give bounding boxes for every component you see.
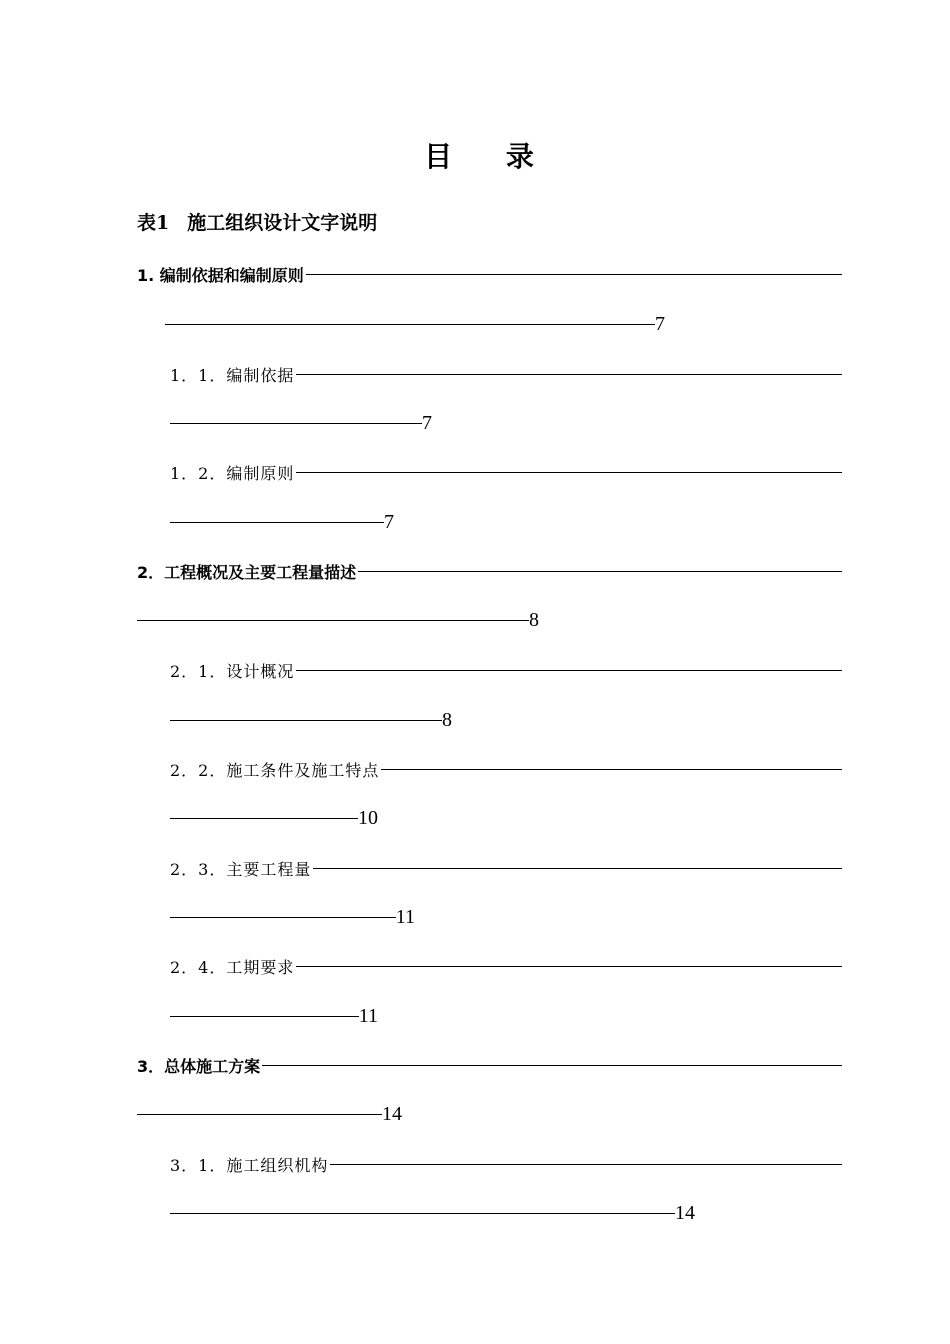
toc-leader (165, 324, 655, 325)
toc-entry-label: 1．2．编制原则 (170, 463, 295, 483)
toc-entry[interactable] (137, 1050, 842, 1080)
toc-page-number: 11 (358, 1004, 378, 1027)
toc-entry-label: 2．2．施工条件及施工特点 (170, 760, 380, 780)
toc-entry[interactable] (170, 1149, 842, 1179)
toc-entry-continuation (170, 902, 415, 932)
table-number: 表1 (137, 212, 170, 234)
toc-leader (137, 1114, 382, 1115)
toc-leader (170, 818, 358, 819)
toc-leader (296, 670, 842, 671)
toc-page-number: 11 (395, 905, 415, 928)
toc-leader (330, 1164, 842, 1165)
toc-leader (296, 966, 842, 967)
table-heading-text: 施工组织设计文字说明 (187, 212, 378, 234)
toc-leader (170, 423, 422, 424)
toc-page-number: 10 (358, 806, 378, 829)
toc-entry-label: 1. 编制依据和编制原则 (137, 265, 304, 285)
toc-leader (296, 472, 842, 473)
toc-entry[interactable] (170, 853, 842, 883)
toc-page-number: 14 (675, 1201, 695, 1224)
toc-entry-continuation (170, 1001, 378, 1031)
toc-page-number: 8 (529, 608, 539, 631)
toc-page-number: 7 (422, 411, 432, 434)
toc-page-number: 14 (382, 1102, 402, 1125)
toc-page-number: 7 (655, 312, 665, 335)
toc-leader (306, 274, 842, 275)
toc-entry[interactable] (170, 655, 842, 685)
toc-entry-label: 2．3．主要工程量 (170, 859, 312, 879)
toc-entry-continuation (137, 1099, 402, 1129)
toc-leader (170, 522, 384, 523)
toc-leader (170, 1016, 359, 1017)
toc-entry-continuation (170, 1198, 695, 1228)
toc-entry-continuation (170, 803, 378, 833)
toc-entry-continuation (165, 309, 665, 339)
toc-entry-continuation (170, 705, 452, 735)
toc-entry[interactable] (170, 754, 842, 784)
toc-leader (313, 868, 842, 869)
toc-entry-label: 3．1．施工组织机构 (170, 1155, 329, 1175)
toc-leader (296, 374, 842, 375)
table-heading (137, 208, 377, 235)
toc-entry[interactable] (170, 951, 842, 981)
toc-entry-label: 2．工程概况及主要工程量描述 (137, 562, 357, 582)
toc-entry-label: 2．4．工期要求 (170, 957, 295, 977)
toc-page-number: 8 (442, 708, 452, 731)
toc-entry[interactable] (170, 359, 842, 389)
toc-entry[interactable] (137, 259, 842, 289)
toc-leader (358, 571, 842, 572)
toc-leader (137, 620, 529, 621)
page-title: 目 录 (424, 140, 556, 173)
toc-leader (170, 917, 396, 918)
toc-entry-continuation (137, 605, 539, 635)
toc-entry-continuation (170, 408, 432, 438)
toc-entry-label: 1．1．编制依据 (170, 365, 295, 385)
toc-page-number: 7 (384, 510, 394, 533)
toc-leader (170, 1213, 675, 1214)
toc-entry[interactable] (170, 457, 842, 487)
toc-leader (262, 1065, 842, 1066)
toc-leader (170, 720, 442, 721)
toc-entry[interactable] (137, 556, 842, 586)
toc-entry-label: 2．1．设计概况 (170, 661, 295, 681)
toc-entry-label: 3．总体施工方案 (137, 1056, 261, 1076)
toc-leader (381, 769, 842, 770)
toc-entry-continuation (170, 507, 394, 537)
